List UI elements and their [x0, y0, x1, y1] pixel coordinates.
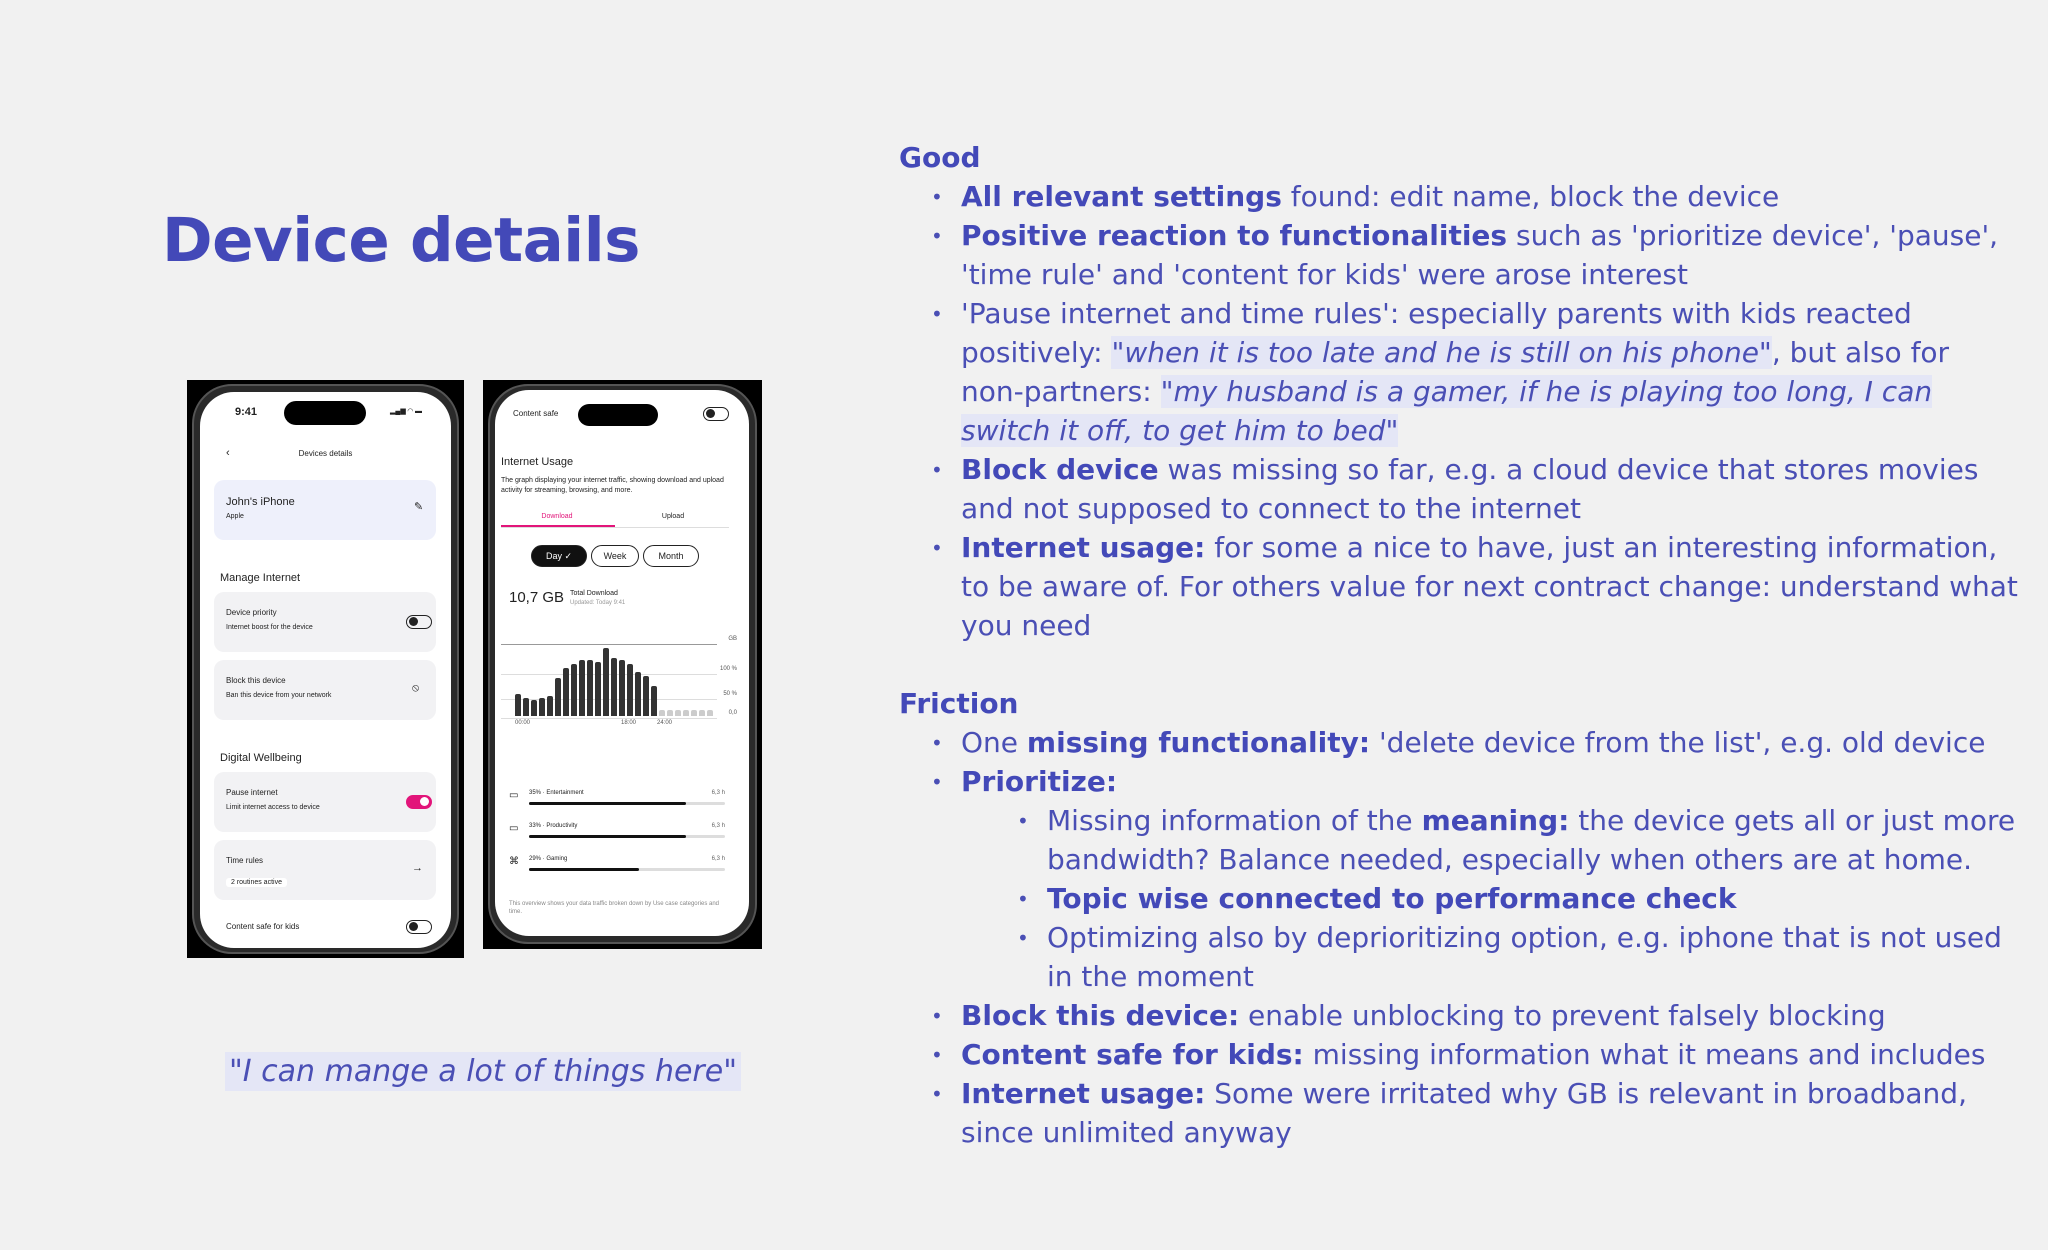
status-icons: ▂▄▆ ◠ ▬ — [390, 408, 422, 415]
chart-bar — [571, 664, 577, 716]
good-item: • Internet usage: for some a nice to have, just an interesting information, to be aware of. For others value for next contract change: understand what you need — [961, 528, 2019, 645]
friction-item: • Content safe for kids: missing information what it means and includes — [961, 1035, 2019, 1074]
chart-bar — [555, 678, 561, 716]
chart-bar — [603, 648, 609, 716]
status-time: 9:41 — [235, 406, 258, 418]
chart-bar — [635, 672, 641, 716]
category-bar-fill — [529, 868, 639, 871]
section-digital-wellbeing: Digital Wellbeing — [220, 752, 302, 764]
pill-day[interactable]: Day ✓ — [531, 545, 587, 567]
pause-sub: Limit internet access to device — [226, 804, 320, 811]
chart-bar — [659, 710, 665, 716]
chart-bar — [595, 662, 601, 716]
notes-column — [899, 138, 2019, 1152]
chart-bar — [563, 668, 569, 716]
page-title: Device details — [162, 205, 640, 276]
friction-subitem: • Topic wise connected to performance check — [1047, 879, 2019, 918]
chart-bar — [667, 710, 673, 716]
total-download-label: Total Download — [570, 590, 618, 597]
good-item: • All relevant settings found: edit name, block the device — [961, 177, 2019, 216]
content-safe-toggle[interactable] — [406, 920, 432, 934]
pill-week[interactable]: Week — [591, 545, 639, 567]
good-item: • 'Pause internet and time rules': especially parents with kids reacted positively: "when it is too late and he is still on his phone", but also for non-partners: "my husband is a gamer, if he is playing too long, I can switch it off, to get him to bed" — [961, 294, 2019, 450]
device-name-card[interactable] — [214, 480, 436, 540]
friction-item: • Internet usage: Some were irritated why GB is relevant in broadband, since unlimited anyway — [961, 1074, 2019, 1152]
device-brand: Apple — [226, 513, 244, 520]
tab-upload[interactable]: Upload — [661, 513, 685, 520]
category-icon: ▭ — [509, 823, 519, 834]
content-safe-title: Content safe for kids — [226, 922, 300, 931]
priority-sub: Internet boost for the device — [226, 624, 313, 631]
chart-bar — [619, 660, 625, 716]
chart-bar — [707, 710, 713, 716]
friction-item: • Block this device: enable unblocking to prevent falsely blocking — [961, 996, 2019, 1035]
good-item: • Positive reaction to functionalities such as 'prioritize device', 'pause', 'time rule' and 'content for kids' were arose interest — [961, 216, 2019, 294]
chart-x-label: 00:00 — [515, 720, 531, 726]
chart-bar — [611, 658, 617, 716]
chart-bar — [547, 696, 553, 716]
content-safe-header-toggle[interactable] — [703, 407, 729, 421]
block-sub: Ban this device from your network — [226, 692, 332, 699]
chart-bar — [579, 660, 585, 716]
section-manage-internet: Manage Internet — [220, 572, 301, 584]
pause-internet-card — [214, 772, 436, 832]
usage-categories — [509, 790, 737, 900]
friction-list — [899, 723, 2019, 1152]
good-heading: Good — [899, 141, 981, 174]
category-value: 6,3 h — [711, 856, 725, 862]
prioritize-sublist — [961, 801, 2019, 996]
chart-bar — [587, 660, 593, 716]
edit-pencil-icon[interactable]: ✎ — [414, 501, 424, 513]
chart-bar — [643, 676, 649, 716]
arrow-right-icon: → — [412, 862, 423, 874]
usage-bar-chart — [501, 626, 741, 736]
back-chevron-icon[interactable]: ‹ — [226, 447, 230, 459]
category-icon: ▭ — [509, 790, 519, 801]
block-icon: ⦸ — [412, 682, 420, 694]
device-name: John's iPhone — [226, 496, 295, 508]
user-quote: "I can mange a lot of things here" — [225, 1052, 741, 1091]
block-device-card[interactable] — [214, 660, 436, 720]
updated-label: Updated: Today 9:41 — [570, 600, 626, 606]
category-bar-fill — [529, 835, 686, 838]
chart-y-label: 50 % — [723, 691, 737, 697]
chart-bar — [515, 694, 521, 716]
usage-title: Internet Usage — [501, 456, 574, 468]
device-priority-toggle[interactable] — [406, 615, 432, 629]
chart-bar — [523, 698, 529, 716]
chart-x-label: 24:00 — [657, 720, 673, 726]
total-download-value: 10,7 GB — [509, 589, 565, 606]
chart-bar — [683, 710, 689, 716]
chart-footer: This overview shows your data traffic broken down by Use case categories and time. — [509, 901, 719, 915]
device-priority-card — [214, 592, 436, 652]
tab-divider — [501, 527, 729, 528]
category-label: 33% · Productivity — [529, 823, 578, 829]
chart-y-label: 100 % — [719, 666, 737, 672]
category-value: 6,3 h — [711, 790, 725, 796]
friction-item: • Prioritize: • Missing information of the meaning: the device gets all or just more bandwidth? Balance needed, especially when others are at home. • Topic wise connected to performance check • Optimizing also by deprioritizing option, e.g. iphone that is not used in the moment — [961, 762, 2019, 996]
chart-bar — [539, 698, 545, 716]
category-icon: ⌘ — [509, 856, 519, 867]
chart-gridline — [501, 674, 717, 675]
chart-y-label: 0,0 — [728, 710, 737, 716]
friction-subitem: • Optimizing also by deprioritizing option, e.g. iphone that is not used in the moment — [1047, 918, 2019, 996]
content-safe-header: Content safe — [513, 409, 559, 418]
chart-bar — [627, 664, 633, 716]
usage-description: The graph displaying your internet traffic, showing download and upload activity for streaming, browsing, and more. — [501, 477, 724, 494]
priority-title: Device priority — [226, 608, 277, 617]
chart-bar — [699, 710, 705, 716]
pause-title: Pause internet — [226, 788, 278, 797]
time-rules-title: Time rules — [226, 856, 264, 865]
category-bar-fill — [529, 802, 686, 805]
chart-bar — [691, 710, 697, 716]
friction-subitem: • Missing information of the meaning: the device gets all or just more bandwidth? Balance needed, especially when others are at home. — [1047, 801, 2019, 879]
chart-gridline — [501, 718, 717, 719]
chart-x-label: 18:00 — [621, 720, 637, 726]
phone-screenshot-internet-usage — [483, 380, 762, 949]
category-label: 29% · Gaming — [529, 856, 568, 862]
chart-bar — [651, 686, 657, 716]
chart-gridline — [501, 644, 717, 645]
category-value: 6,3 h — [711, 823, 725, 829]
pill-month[interactable]: Month — [643, 545, 699, 567]
chart-bar — [531, 700, 537, 716]
category-label: 35% · Entertainment — [529, 790, 584, 796]
chart-y-label: GB — [728, 636, 737, 642]
time-rules-card[interactable] — [214, 840, 436, 900]
block-title: Block this device — [226, 676, 286, 685]
chart-bar — [675, 710, 681, 716]
good-item: • Block device was missing so far, e.g. a cloud device that stores movies and not supposed to connect to the internet — [961, 450, 2019, 528]
friction-item: • One missing functionality: 'delete device from the list', e.g. old device — [961, 723, 2019, 762]
good-list — [899, 177, 2019, 645]
nav-title: Devices details — [298, 449, 353, 458]
friction-heading: Friction — [899, 687, 1019, 720]
time-rules-chip: 2 routines active — [226, 878, 287, 887]
phone-screenshot-device-details — [187, 380, 464, 958]
tab-download[interactable]: Download — [541, 513, 573, 520]
pause-internet-toggle[interactable] — [406, 795, 432, 809]
